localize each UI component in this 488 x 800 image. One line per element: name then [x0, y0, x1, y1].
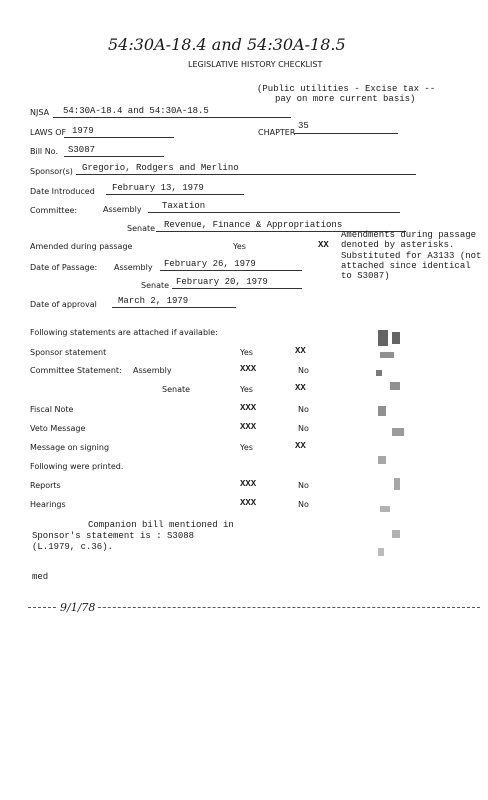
njsa-value: 54:30A-18.4 and 54:30A-18.5 [63, 106, 209, 116]
footer-initials: med [32, 572, 49, 582]
passage-senate-label: Senate [141, 281, 170, 290]
committee-senate-value: Revenue, Finance & Appropriations [164, 220, 343, 230]
companion-line-1: Companion bill mentioned in [88, 520, 234, 530]
statement-row-yes: XXX [240, 364, 257, 374]
sponsor-value: Gregorio, Rodgers and Merlino [82, 163, 239, 173]
footer-date: 9/1/78 [60, 601, 96, 614]
chapter-label: CHAPTER [258, 128, 296, 137]
handwritten-title: 54:30A-18.4 and 54:30A-18.5 [108, 35, 346, 54]
amended-mark: XX [318, 240, 329, 250]
committee-assembly-value: Taxation [162, 201, 206, 211]
bill-value: S3087 [68, 145, 96, 155]
sponsor-underline [76, 174, 416, 175]
laws-label: LAWS OF [30, 128, 67, 137]
passage-assembly-underline [160, 270, 302, 271]
subject-note-line-1: (Public utilities - Excise tax -- [257, 84, 436, 94]
printed-intro: Following were printed. [30, 462, 124, 471]
companion-line-3: (L.1979, c.36). [32, 542, 114, 552]
amended-note-3: Substituted for A3133 (not [341, 251, 482, 261]
statement-row-label: Sponsor statement [30, 348, 107, 357]
approval-value: March 2, 1979 [118, 296, 189, 306]
statement-row-sub: Senate [162, 385, 191, 394]
statement-row-no: No [298, 405, 309, 414]
committee-senate-label: Senate [127, 224, 156, 233]
introduced-value: February 13, 1979 [112, 183, 204, 193]
printed-row-label: Reports [30, 481, 61, 490]
statement-row-yes: XXX [240, 403, 257, 413]
printed-row-yes: XXX [240, 479, 257, 489]
statement-row-no: XX [295, 346, 306, 356]
introduced-underline [106, 194, 244, 195]
statement-row-no: XX [295, 441, 306, 451]
statement-row-yes: Yes [240, 443, 253, 452]
passage-label: Date of Passage: [30, 263, 98, 272]
amended-note-5: to S3087) [341, 271, 390, 281]
amended-note-2: denoted by asterisks. [341, 240, 455, 250]
bill-label: Bill No. [30, 147, 58, 156]
statement-row-yes: XXX [240, 422, 257, 432]
statement-row-label: Veto Message [30, 424, 86, 433]
committee-assembly-label: Assembly [103, 205, 142, 214]
statements-intro: Following statements are attached if available: [30, 328, 218, 337]
committee-label: Committee: [30, 206, 78, 215]
committee-assembly-underline [148, 212, 400, 213]
amended-label: Amended during passage [30, 242, 133, 251]
statement-row-label: Message on signing [30, 443, 110, 452]
approval-label: Date of approval [30, 300, 97, 309]
sponsor-label: Sponsor(s) [30, 167, 73, 176]
chapter-value: 35 [298, 121, 309, 131]
statement-row-sub: Assembly [133, 366, 172, 375]
introduced-label: Date Introduced [30, 187, 95, 196]
statement-row-label: Fiscal Note [30, 405, 74, 414]
amended-note-4: attached since identical [341, 261, 471, 271]
njsa-label: NJSA [30, 108, 50, 117]
chapter-underline [294, 133, 398, 134]
statement-row-label: Committee Statement: [30, 366, 122, 375]
passage-assembly-value: February 26, 1979 [164, 259, 256, 269]
njsa-underline [53, 117, 291, 118]
printed-row-no: No [298, 500, 309, 509]
statement-row-yes: Yes [240, 385, 253, 394]
statement-row-no: No [298, 366, 309, 375]
page-title: LEGISLATIVE HISTORY CHECKLIST [188, 60, 323, 69]
passage-senate-underline [172, 288, 302, 289]
statement-row-yes: Yes [240, 348, 253, 357]
printed-row-label: Hearings [30, 500, 66, 509]
printed-row-yes: XXX [240, 498, 257, 508]
subject-note-line-2: pay on more current basis) [275, 94, 416, 104]
laws-underline [64, 137, 174, 138]
scan-smudge [372, 330, 408, 560]
statement-row-no: XX [295, 383, 306, 393]
amended-note-1: Amendments during passage [341, 230, 477, 240]
printed-row-no: No [298, 481, 309, 490]
approval-underline [112, 307, 236, 308]
amended-yes: Yes [233, 242, 246, 251]
statement-row-no: No [298, 424, 309, 433]
laws-value: 1979 [72, 126, 94, 136]
companion-line-2: Sponsor's statement is : S3088 [32, 531, 195, 541]
passage-senate-value: February 20, 1979 [176, 277, 268, 287]
passage-assembly-label: Assembly [114, 263, 153, 272]
bill-underline [64, 156, 164, 157]
